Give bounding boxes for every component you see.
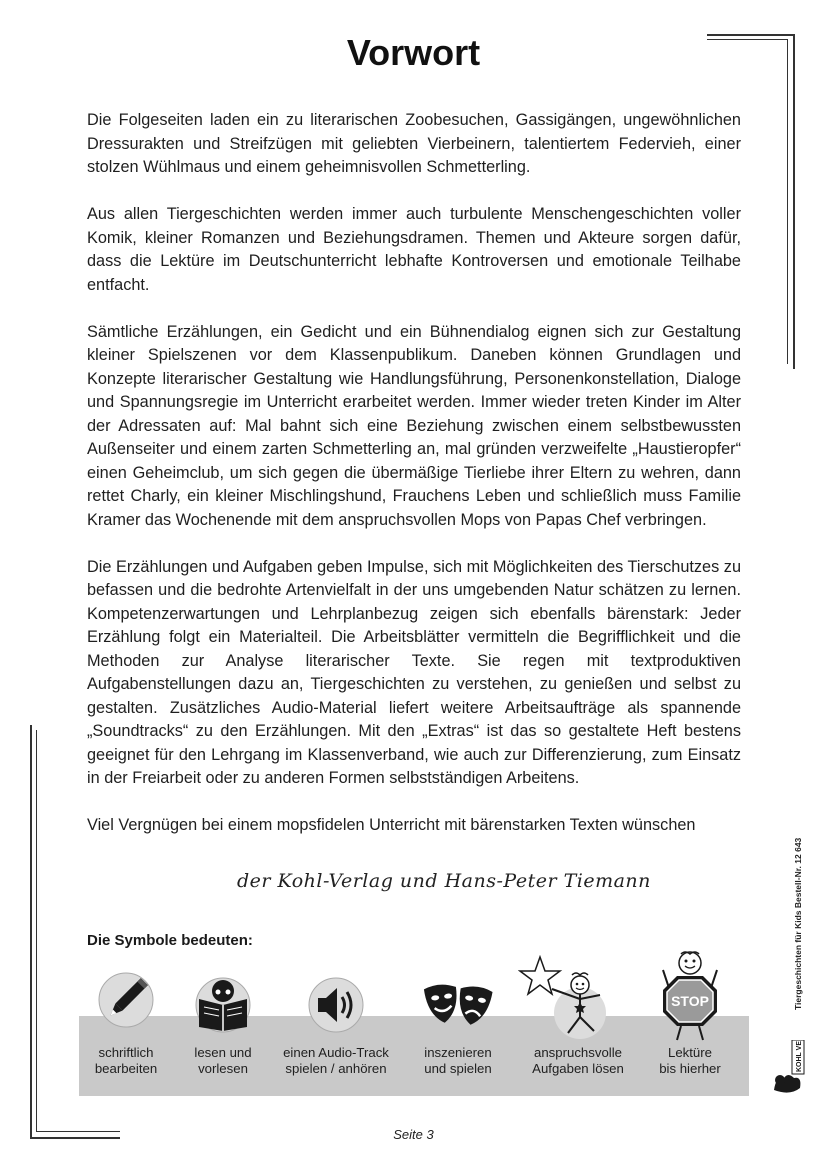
corner-line-top-right-vertical-inner — [787, 39, 788, 364]
symbol-label: lesen und vorlesen — [194, 1045, 252, 1076]
stop-sign-text: STOP — [671, 993, 709, 1009]
paragraph: Aus allen Tiergeschichten werden immer auch turbulente Menschengeschichten voller Komik, kleiner Romanzen und Beziehungsdramen. Themen und Akteure sorgen dafür, dass die Lektüre im Deutschunterricht lebhafte Kontroversen und emotionale Teilhabe entfacht. — [87, 205, 741, 294]
pencil-icon — [96, 970, 156, 1035]
stop-sign-icon — [655, 948, 725, 1049]
symbol-label: anspruchsvolle Aufgaben lösen — [532, 1045, 624, 1076]
corner-line-bottom-left-vertical-inner — [36, 730, 37, 1131]
paragraph: Die Erzählungen und Aufgaben geben Impulse, sich mit Möglichkeiten des Tierschutzes zu befassen und die bedrohte Artenvielfalt in der uns umgebenden Natur schätzen zu lernen. Kompetenzerwartungen und Lehrplanbezug zeigen sich ebenfalls bärenstark: Jeder Erzählung folgt ein Materialteil. Die Arbeitsblätter vermitteln die Begrifflichkeit und die Methoden zur Analyse literarischer Texte. Sie regen mit textproduktiven Aufgabenstellungen dazu an, Tiergeschichten zu verstehen, zu genießen und selbst zu gestalten. Zusätzliches Audio-Material liefert weitere Arbeitsaufträge als spannende „Soundtracks“ zu den Erzählungen. Mit den „Extras“ ist das so gestaltete Heft bestens geeignet für den Lehrgang im Klassenverband, wie auch zur Differenzierung, zum Einsatz in der Freiarbeit oder zu anderen Formen selbstständigen Arbeitens. — [87, 557, 741, 787]
symbol-label: schriftlich bearbeiten — [94, 1045, 158, 1076]
page-title: Vorwort — [346, 32, 481, 73]
closing-line: Viel Vergnügen bei einem mopsfidelen Unterricht mit bärenstarken Texten wünschen — [87, 816, 696, 834]
speaker-icon — [306, 975, 366, 1040]
corner-line-top-right-vertical — [793, 34, 795, 369]
corner-line-bottom-left-vertical — [30, 725, 32, 1137]
symbols-heading: Die Symbole bedeuten: — [87, 932, 253, 949]
paragraph: Die Folgeseiten laden ein zu literarischen Zoobesuchen, Gassigängen, ungewöhnlichen Dressurakten und Streifzügen mit geliebten Vierbeinern, talentiertem Federvieh, einer stolzen Wühlmaus und einem geheimnisvollen Schmetterling. — [87, 111, 741, 176]
symbol-label: Lektüre bis hierher — [659, 1045, 721, 1076]
page-number: Seite 3 — [393, 1127, 434, 1142]
symbol-label: inszenieren und spielen — [424, 1045, 492, 1076]
publisher-logo — [770, 1040, 810, 1101]
star-figure-icon — [518, 955, 614, 1046]
reading-icon — [193, 975, 253, 1040]
theater-masks-icon — [422, 979, 494, 1040]
signature: der Kohl-Verlag und Hans-Peter Tiemann — [237, 870, 651, 892]
foreword-body — [87, 109, 741, 838]
symbol-label: einen Audio-Track spielen / anhören — [283, 1045, 389, 1076]
paragraph: Sämtliche Erzählungen, ein Gedicht und ein Bühnendialog eignen sich zur Gestaltung kleiner Spielszenen vor dem Klassenpublikum. Daneben können Grundlagen und Konzepte literarischer Gestaltung wie Handlungsführung, Personenkonstellation, Dialoge und Spannungsregie im Unterricht erarbeitet werden. Immer wieder treten Kinder im Alter der Adressaten auf: Mal bahnt sich eine Beziehung zwischen einem selbstbewussten Außenseiter und einem zarten Schmetterling an, mal gründen verzweifelte „Haustieropfer“ einen Geheimclub, um sich gegen die übermäßige Tierliebe ihrer Eltern zu wehren, dann rettet Charly, ein kleiner Mischlingshund, Frauchens Leben und schließlich muss Familie Kramer das Wochenende mit dem anspruchsvollen Mops von Papas Chef verbringen. — [87, 322, 741, 529]
svg-text:KOHL VERLAG: KOHL VERLAG — [796, 1040, 803, 1072]
side-order-info: Tiergeschichten für Kids Bestell-Nr. 12 643 — [793, 837, 803, 1010]
